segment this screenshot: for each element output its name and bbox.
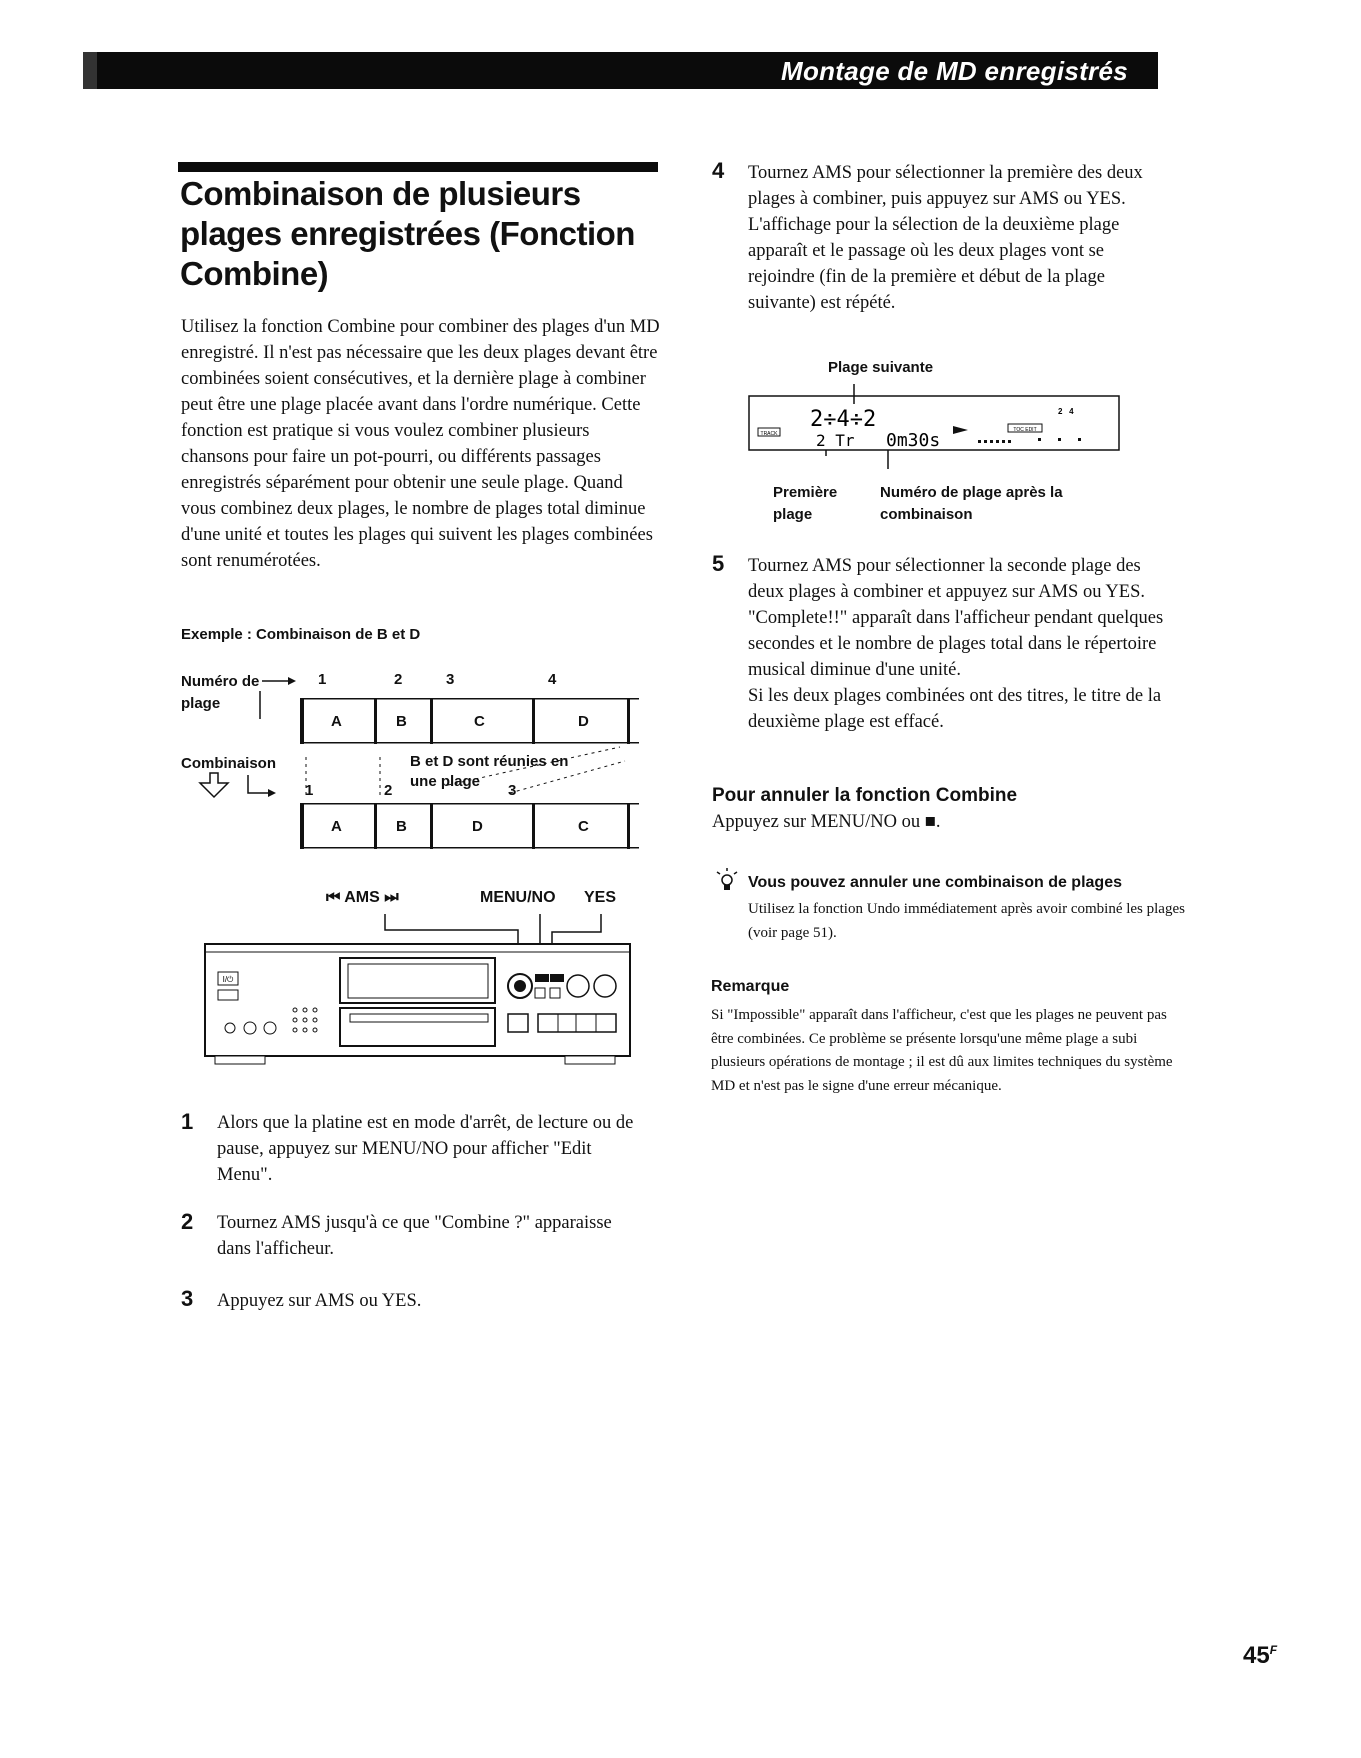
scan-mark bbox=[83, 52, 97, 89]
tip-text: Utilisez la fonction Undo immédiatement après avoir combiné les plages (voir page 51). bbox=[748, 901, 1185, 941]
title-rule bbox=[178, 162, 658, 172]
step-text: Appuyez sur AMS ou YES. bbox=[217, 1291, 422, 1311]
step-number: 3 bbox=[181, 1286, 194, 1311]
lcd-tr-text: 2 Tr bbox=[816, 431, 855, 450]
section-title: Combinaison de plusieurs plages enregistrées (Fonction Combine) bbox=[180, 175, 635, 292]
before-block: C bbox=[474, 713, 485, 730]
step-number: 1 bbox=[181, 1109, 194, 1134]
page-number bbox=[1243, 1642, 1277, 1670]
toc-edit-indicator: TOC EDIT bbox=[1013, 427, 1037, 433]
menu-no-label: MENU/NO bbox=[480, 889, 556, 906]
before-number: 4 bbox=[548, 671, 557, 688]
after-block: D bbox=[472, 818, 483, 835]
step-text: Tournez AMS pour sélectionner la première des deux plages à combiner, puis appuyez sur AMS ou YES. L'affichage pour la sélection de la deuxième plage apparaît et le passage où les deux plages vont se rejoindre (fin de la première et début de la plage suivante) est répété. bbox=[748, 163, 1143, 313]
combine-label: Combinaison bbox=[181, 755, 277, 772]
lcd-segment-text: 2÷4÷2 bbox=[810, 407, 877, 432]
power-icon: I/⏻ bbox=[222, 975, 234, 984]
cancel-heading: Pour annuler la fonction Combine bbox=[712, 785, 1018, 806]
intro-paragraph: Utilisez la fonction Combine pour combiner des plages d'un MD enregistré. Il n'est pas nécessaire que les deux plages devant être combinées soient consécutives, et la dernière plage à combiner peut être une plage placée avant dans l'ordre numérique. Cette fonction est pratique si vous voulez combiner plusieurs chansons pour faire un pot-pourri, ou différents passages enregistrés séparément pour obtenir une seule plage. Quand vous combinez deux plages, le nombre de plages total diminue d'une unité et toutes les plages qui suivent les plages combinées sont renumérotées. bbox=[181, 317, 660, 571]
next-track-label: Plage suivante bbox=[828, 359, 934, 376]
before-block: A bbox=[331, 713, 342, 730]
page-suffix: F bbox=[1269, 1643, 1278, 1657]
tip-heading: Vous pouvez annuler une combinaison de plages bbox=[748, 874, 1122, 891]
after-block: A bbox=[331, 818, 342, 835]
example-label: Exemple : Combinaison de B et D bbox=[181, 626, 421, 643]
merge-note: B et D sont réunies en une plage bbox=[410, 753, 569, 790]
cancel-text: Appuyez sur MENU/NO ou ■. bbox=[712, 812, 941, 832]
step-text: Tournez AMS jusqu'à ce que "Combine ?" apparaisse dans l'afficheur. bbox=[217, 1213, 612, 1259]
tip-bulb-icon bbox=[712, 866, 742, 896]
note-heading: Remarque bbox=[711, 978, 790, 995]
before-block: D bbox=[578, 713, 589, 730]
after-block: C bbox=[578, 818, 589, 835]
step-text: Alors que la platine est en mode d'arrêt, de lecture ou de pause, appuyez sur MENU/NO pour afficher "Edit Menu". bbox=[217, 1113, 634, 1185]
lcd-time-text: 0m30s bbox=[886, 430, 941, 451]
lcd-right-digits: 2 4 bbox=[1058, 407, 1074, 416]
step-number: 4 bbox=[712, 158, 725, 183]
before-number: 3 bbox=[446, 671, 455, 688]
after-number: 2 bbox=[384, 782, 393, 799]
step-number: 2 bbox=[181, 1209, 194, 1234]
track-indicator: TRACK bbox=[760, 431, 778, 437]
ams-label: ⏮ AMS ⏭ bbox=[326, 889, 399, 906]
before-number: 1 bbox=[318, 671, 327, 688]
step-text: Tournez AMS pour sélectionner la seconde plage des deux plages à combiner et appuyez sur AMS ou YES. "Complete!!" apparaît dans l'afficheur pendant quelques secondes et le nombre de plages total dans le répertoire musical diminue d'une unité. Si les deux plages combinées ont des titres, le titre de la deuxième plage est effacé. bbox=[748, 556, 1164, 732]
after-number: 3 bbox=[508, 782, 517, 799]
yes-button[interactable] bbox=[550, 974, 564, 982]
md-deck-illustration bbox=[200, 910, 640, 1070]
page-number-value: 45 bbox=[1243, 1642, 1270, 1669]
lcd-display bbox=[748, 384, 1120, 469]
first-track-label: Première plage bbox=[773, 484, 838, 523]
menu-no-button[interactable] bbox=[535, 974, 549, 982]
header-bar bbox=[83, 52, 1158, 89]
after-block: B bbox=[396, 818, 407, 835]
before-block: B bbox=[396, 713, 407, 730]
track-number-label: Numéro de plage bbox=[181, 673, 260, 712]
yes-label: YES bbox=[584, 889, 617, 906]
after-number-label: Numéro de plage après la combinaison bbox=[880, 484, 1063, 523]
note-text: Si "Impossible" apparaît dans l'afficheur, c'est que les plages ne peuvent pas être combinées. Ce problème se présente lorsqu'une même plage a subi plusieurs opérations de montage ; il est dû aux limites techniques du système MD et n'est pas le signe d'une erreur mécanique. bbox=[711, 1007, 1173, 1094]
header-title: Montage de MD enregistrés bbox=[780, 56, 1128, 86]
before-number: 2 bbox=[394, 671, 403, 688]
after-number: 1 bbox=[305, 782, 314, 799]
step-number: 5 bbox=[712, 551, 725, 576]
